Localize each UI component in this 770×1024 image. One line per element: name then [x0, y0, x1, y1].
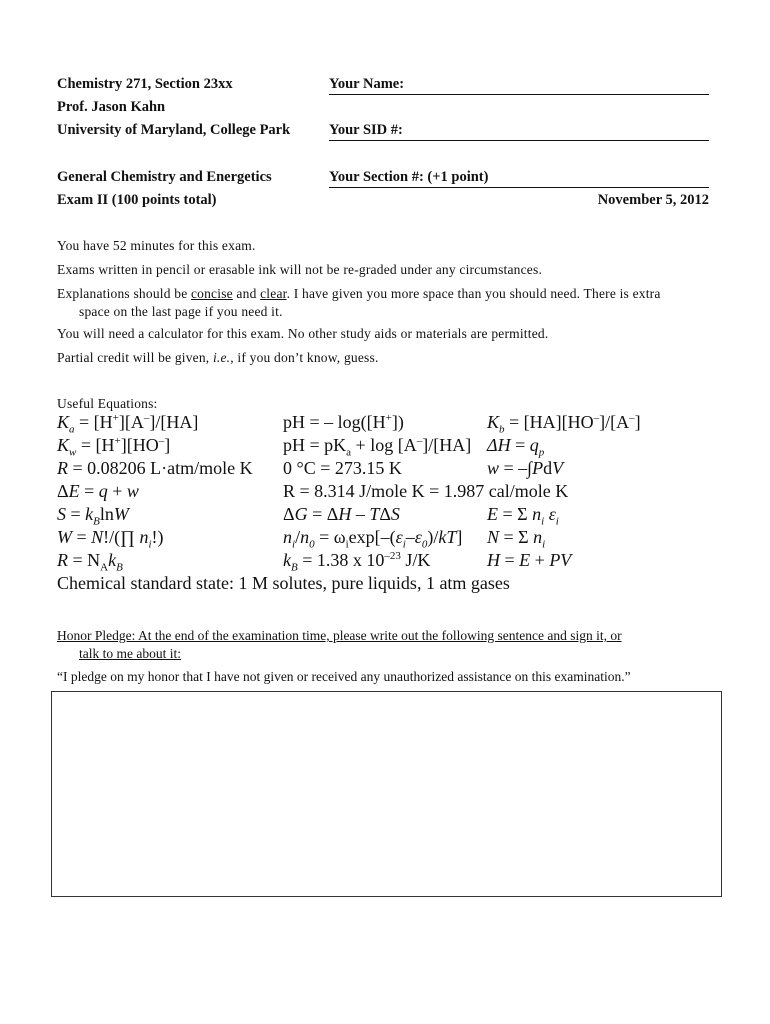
section-field[interactable]	[329, 169, 709, 188]
equation-celsius: 0 °C = 273.15 K	[283, 458, 402, 478]
equation-henderson: pH = $pK_a + \log [A^-]/[HA]$	[283, 435, 472, 459]
instruction-regrade: Exams written in pencil or erasable ink will not be re-graded under any circumstances.	[57, 262, 543, 277]
equations-title: Useful Equations:	[57, 396, 158, 411]
section-label: Your Section #: (+1 point)	[329, 169, 488, 188]
equation-r-na-kb: $R = N_Ak_B$	[57, 550, 123, 574]
university-name: University of Maryland, College Park	[57, 122, 291, 138]
honor-pledge-instruction: Honor Pledge: At the end of the examination time, please write out the following sentence and sign it, or	[57, 628, 622, 643]
professor-name: Prof. Jason Kahn	[57, 99, 166, 115]
section-line[interactable]	[488, 186, 709, 188]
concise-word: concise	[190, 286, 233, 301]
equation-delta-e: ΔE = q + w	[57, 481, 139, 501]
equation-multiplicity: W = N!/(∏ $n_i$!)	[57, 527, 164, 551]
name-line[interactable]	[404, 93, 709, 95]
sid-line[interactable]	[403, 139, 709, 141]
sid-label: Your SID #:	[329, 122, 403, 141]
equation-kb: $k_B = 1.38$ x $10^{-23}$ J/K	[283, 550, 431, 574]
instruction-partial-credit	[57, 350, 379, 366]
signature-box[interactable]	[51, 691, 722, 897]
instruction-extra-space: space on the last page if you need it.	[79, 304, 283, 319]
subject-title: General Chemistry and Energetics	[57, 169, 272, 185]
instruction-text: Explanations should be	[57, 286, 191, 301]
equation-kw: $K_w = [H^+][HO^-]$	[57, 435, 171, 459]
standard-state: Chemical standard state: 1 M solutes, pure liquids, 1 atm gases	[57, 573, 510, 593]
equation-entropy: $S = k_B\ln W$	[57, 504, 129, 528]
equation-r-latm: R = 0.08206 L·atm/mole K	[57, 458, 253, 478]
instruction-text: Partial credit will be given,	[57, 350, 213, 365]
name-label: Your Name:	[329, 76, 404, 95]
instruction-text: and	[232, 286, 261, 301]
honor-pledge-instruction-cont: talk to me about it:	[79, 646, 181, 661]
ie-text: i.e.	[212, 350, 231, 365]
clear-word: clear	[260, 286, 287, 301]
equation-energy-sum: E = Σ $n_i$ $\varepsilon_i$	[487, 504, 559, 528]
equation-enthalpy-heat: $\Delta H = q_p$	[487, 435, 545, 459]
equation-enthalpy: H = E + PV	[487, 550, 572, 570]
equation-r-joule: R = 8.314 J/mole K = 1.987 cal/mole K	[283, 481, 569, 501]
exam-date: November 5, 2012	[597, 192, 709, 208]
sid-field[interactable]	[329, 122, 709, 141]
course-title: Chemistry 271, Section 23xx	[57, 76, 233, 92]
instruction-time: You have 52 minutes for this exam.	[57, 238, 256, 253]
equation-n-sum: N = Σ $n_i$	[487, 527, 546, 551]
equation-ka: $K_a = [H^+][A^-]/[HA]$	[57, 412, 199, 436]
instruction-explanations	[57, 286, 661, 302]
equation-kb-base: $K_b = [HA][HO^-]/[A^-]$	[487, 412, 641, 436]
honor-pledge-quote: “I pledge on my honor that I have not given or received any unauthorized assistance on this examination.”	[57, 669, 631, 684]
name-field[interactable]	[329, 76, 709, 95]
equation-ph: pH = – log([H+])	[283, 412, 404, 432]
equation-boltzmann: $n_i/n_0 = \omega_i\exp[-(\varepsilon_i-\varepsilon_0)/kT]$	[283, 527, 463, 551]
instruction-calculator: You will need a calculator for this exam. No other study aids or materials are permitted.	[57, 326, 549, 341]
equation-gibbs: ΔG = ΔH – TΔS	[283, 504, 400, 524]
instruction-text: . I have given you more space than you should need. There is extra	[286, 286, 661, 301]
exam-title: Exam II (100 points total)	[57, 192, 217, 208]
instruction-text: , if you don’t know, guess.	[230, 350, 379, 365]
equation-work: w = –∫PdV	[487, 458, 564, 478]
